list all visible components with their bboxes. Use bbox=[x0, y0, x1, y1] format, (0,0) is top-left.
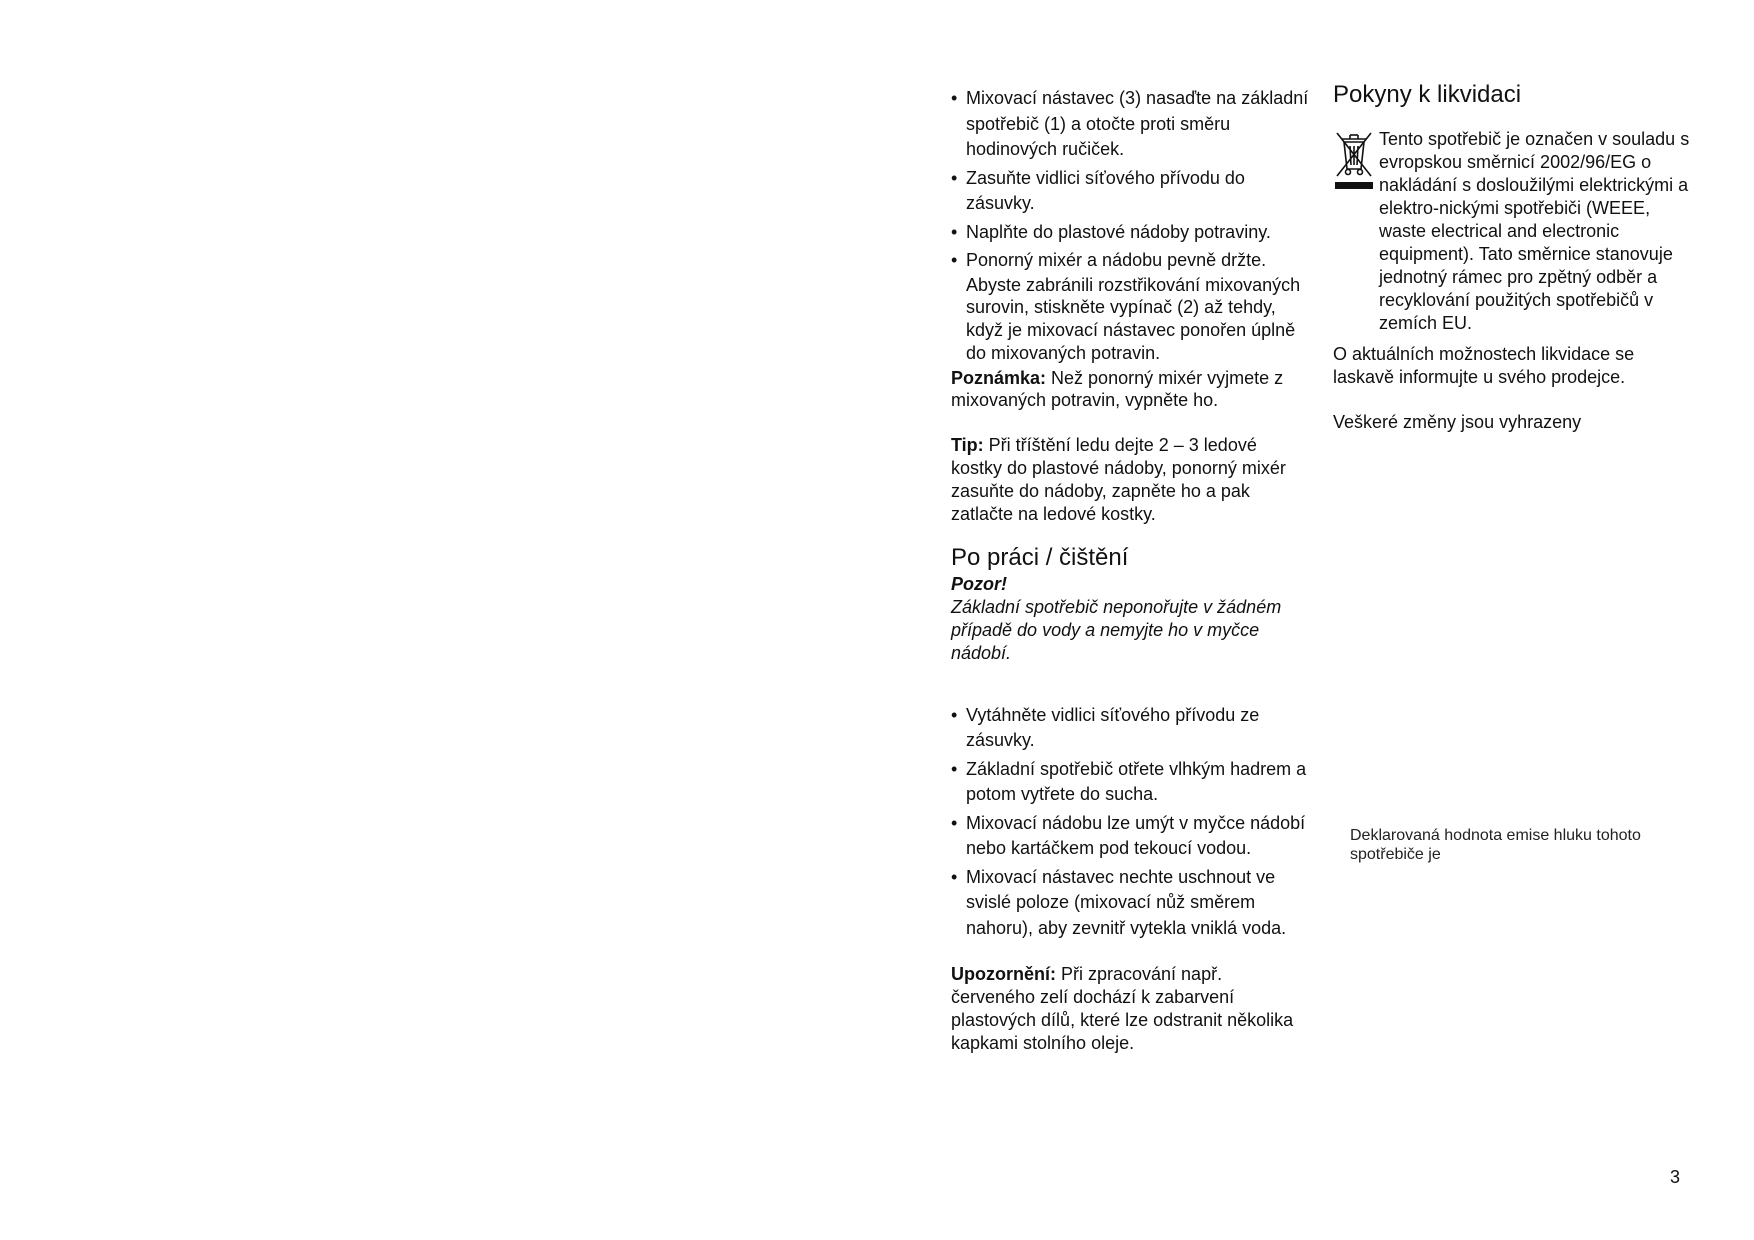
note-paragraph bbox=[951, 367, 1309, 413]
list-item: • Mixovací nádobu lze umýt v myčce nádobí nebo kartáčkem pod tekoucí vodou. bbox=[951, 811, 1309, 862]
weee-text: Tento spotřebič je označen v souladu s evropskou směrnicí 2002/96/EG o nakládání s dosloužilými elektrickými a elektro-nickými spotřebiči (WEEE, waste electrical and electronic equipment). Tato směrnice stanovuje jednotný rámec pro zpětný odběr a recyklování použitých spotřebičů v zemích EU. bbox=[1379, 129, 1690, 333]
note-label: Poznámka: bbox=[951, 367, 1047, 388]
tip-text: Při tříštění ledu dejte 2 – 3 ledové kostky do plastové nádoby, ponorný mixér zasuňte do nádoby, zapněte ho a pak zatlačte na ledové kostky. bbox=[951, 435, 1286, 524]
warning-heading: Pozor! bbox=[951, 574, 1007, 595]
caution-text: Při zpracování např. červeného zelí dochází k zabarvení plastových dílů, které lze odstranit několika kapkami stolního oleje. bbox=[951, 964, 1294, 1053]
caution-label: Upozornění: bbox=[951, 964, 1056, 985]
usage-list bbox=[951, 86, 1309, 274]
section-heading-cleaning: Po práci / čištění bbox=[951, 544, 1129, 572]
note-text: Než ponorný mixér vyjmete z mixovaných potravin, vypněte ho. bbox=[951, 367, 1284, 411]
list-item: • Naplňte do plastové nádoby potraviny. bbox=[951, 220, 1309, 246]
list-item: • Vytáhněte vidlici síťového přívodu ze zásuvky. bbox=[951, 703, 1309, 754]
right-column bbox=[1333, 80, 1693, 433]
reserved-paragraph: Veškeré změny jsou vyhrazeny bbox=[1333, 411, 1582, 432]
caution-paragraph bbox=[951, 963, 1309, 1054]
left-column bbox=[951, 86, 1309, 1054]
noise-emission-text: Deklarovaná hodnota emise hluku tohoto spotřebiče je bbox=[1350, 827, 1641, 863]
list-item: • Ponorný mixér a nádobu pevně držte. bbox=[951, 248, 1309, 274]
page-number: 3 bbox=[1670, 1167, 1681, 1187]
warning-text: Základní spotřebič neponořujte v žádném případě do vody a nemyjte ho v myčce nádobí. bbox=[951, 597, 1282, 663]
tip-paragraph bbox=[951, 434, 1309, 525]
weee-paragraph bbox=[1333, 128, 1693, 335]
list-item-continuation: Abyste zabránili rozstřikování mixovaných surovin, stiskněte vypínač (2) až tehdy, když je mixovací nástavec ponořen úplně do mixovaných potravin. bbox=[966, 274, 1301, 363]
list-item: • Mixovací nástavec nechte uschnout ve svislé poloze (mixovací nůž směrem nahoru), aby zevnitř vytekla vniklá voda. bbox=[951, 865, 1309, 942]
tip-label: Tip: bbox=[951, 435, 984, 456]
list-item: • Základní spotřebič otřete vlhkým hadrem a potom vytřete do sucha. bbox=[951, 757, 1309, 808]
list-item: • Mixovací nástavec (3) nasaďte na základní spotřebič (1) a otočte proti směru hodinových ručiček. bbox=[951, 86, 1309, 163]
list-item: • Zasuňte vidlici síťového přívodu do zásuvky. bbox=[951, 166, 1309, 217]
crossed-out-wheelie-bin-icon bbox=[1333, 130, 1375, 190]
section-heading-disposal: Pokyny k likvidaci bbox=[1333, 81, 1522, 108]
cleaning-list bbox=[951, 703, 1309, 942]
dealer-paragraph: O aktuálních možnostech likvidace se laskavě informujte u svého prodejce. bbox=[1333, 344, 1635, 387]
